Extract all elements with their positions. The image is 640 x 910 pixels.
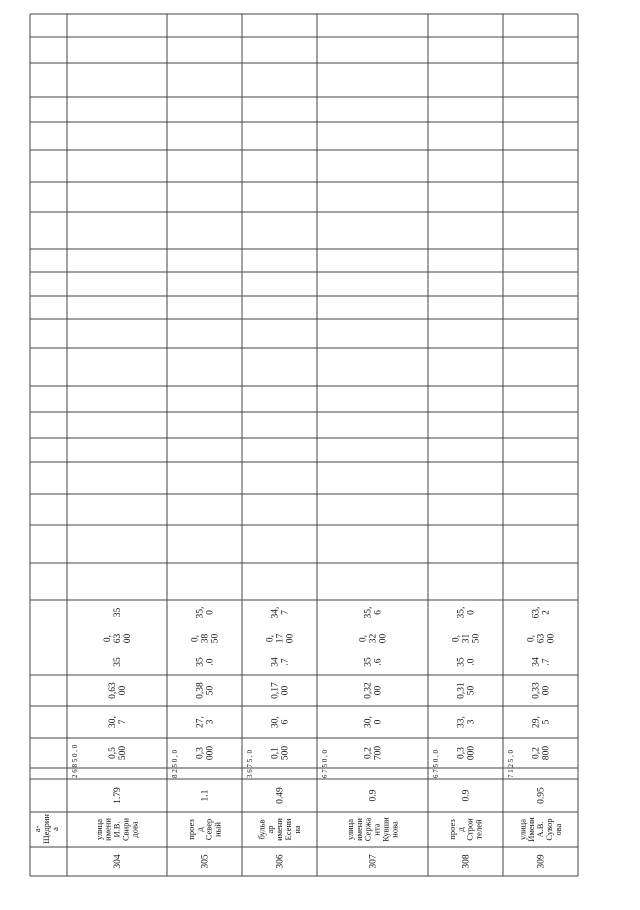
cell-c1: 0,2800 — [531, 745, 552, 761]
cell-c3: 0,1700 — [270, 682, 291, 699]
cell-c3: 0,3300 — [531, 682, 552, 699]
cell-name: улицаимениИ.В.Свиридова — [93, 817, 140, 842]
cell-num: 306 — [275, 854, 286, 869]
cell-c1: 0,3000 — [456, 745, 477, 761]
cell-length: 0.49 — [275, 787, 286, 804]
cell-c2: 30,7 — [108, 716, 128, 728]
cell-c2: 30,6 — [270, 716, 291, 728]
cell-c4: 35.0 — [456, 657, 477, 667]
cell-c6: 34,7 — [270, 606, 291, 619]
cell-length: 0.95 — [536, 787, 547, 804]
cell-c1: 0,5500 — [108, 745, 128, 761]
cell-length: 1.1 — [200, 789, 211, 802]
cell-c3: 0,3150 — [456, 682, 477, 699]
cell-length: 0.9 — [461, 789, 472, 802]
cell-area: 2 6 8 5 0 , 0 — [71, 744, 79, 778]
cell-name: улицаимениСержантаКувшинова — [344, 817, 400, 842]
table-grid — [30, 14, 578, 876]
cell-c6: 35,0 — [195, 606, 216, 619]
cell-c6: 35 — [112, 607, 123, 618]
cell-c5: 0,3150 — [451, 633, 482, 644]
cell-c3: 0,3200 — [363, 682, 384, 699]
cell-c4: 34.7 — [270, 657, 291, 667]
cell-area: 7 1 2 5 , 0 — [507, 750, 515, 778]
cell-c2: 30,0 — [363, 716, 384, 728]
cell-c5: 0,6300 — [526, 633, 557, 644]
cell-c2: 27,3 — [195, 716, 216, 728]
cell-c5: 0,3850 — [190, 633, 221, 644]
cell-c2: 29,5 — [531, 716, 552, 728]
cell-name: улицаИмениА.В.Суворова — [517, 817, 564, 842]
cell-c3: 0,6300 — [108, 682, 128, 699]
cell-c5: 0,1700 — [265, 633, 296, 644]
cell-length: 0.9 — [368, 789, 379, 802]
cell-c5: 0,6300 — [103, 633, 133, 644]
cell-area: 8 2 5 0 , 0 — [171, 750, 179, 778]
cell-area: 6 7 5 0 , 0 — [321, 750, 329, 778]
cell-name: проездСтроителей — [446, 818, 484, 841]
cell-c4: 34.7 — [531, 657, 552, 667]
cell-name: бульваримениЕсенина — [256, 818, 303, 841]
cell-c1: 0,1500 — [270, 745, 291, 761]
cell-c1: 0,2700 — [363, 745, 384, 761]
cell-c4: 35.6 — [363, 657, 384, 667]
cell-c2: 33,3 — [456, 716, 477, 728]
cell-c5: 0,3200 — [358, 633, 389, 644]
cell-c4: 35 — [112, 657, 123, 667]
cell-num: 309 — [536, 854, 547, 869]
cell-num: 308 — [461, 854, 472, 869]
prev-name-tail: а-Щедрина — [32, 814, 60, 844]
cell-c1: 0,3000 — [195, 745, 216, 761]
cell-num: 304 — [112, 854, 123, 869]
cell-num: 307 — [368, 854, 379, 869]
cell-c4: 35.0 — [195, 657, 216, 667]
cell-c6: 63,2 — [531, 606, 552, 619]
cell-area: 3 6 7 5 , 0 — [246, 750, 254, 778]
cell-area: 6 7 5 0 , 0 — [432, 750, 440, 778]
cell-c6: 35,0 — [456, 606, 477, 619]
cell-length: 1.79 — [112, 787, 123, 804]
cell-num: 305 — [200, 854, 211, 869]
cell-c3: 0,3850 — [195, 682, 216, 699]
cell-c6: 35,6 — [363, 606, 384, 619]
cell-name: проездСеверный — [185, 818, 223, 841]
